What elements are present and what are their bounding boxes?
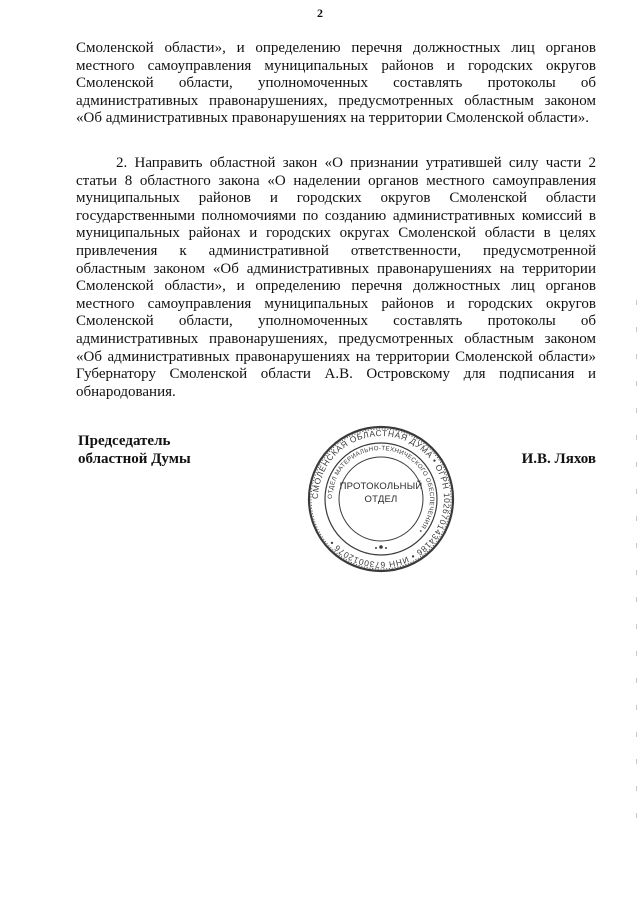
signatory-name: И.В. Ляхов xyxy=(521,451,596,467)
paragraph-item-2: 2. Направить областной закон «О признании утратившей силу части 2 статьи 8 областного закона «О наделении органов местного самоуправления муниципальных районов и городских округов Смоленской области государственными полномочиями по созданию административных комиссий в муниципальных районах и городских округах Смоленской области в целях привлечения к административной ответственности, предусмотренной областным законом «Об административных правонарушениях на территории Смоленской области», и определению перечня должностных лиц органов местного самоуправления муниципальных районов и городских округов Смоленской области, уполномоченных составлять протоколы об административных правонарушениях, предусмотренных областным законом «Об административных правонарушениях на территории Смоленской области» Губернатору Смоленской области А.В. Островскому для подписания и обнародования. xyxy=(76,155,596,400)
stamp-outer-text: СМОЛЕНСКАЯ ОБЛАСТНАЯ ДУМА • ОГРН 1026701434186 • ИНН 6730012076 • xyxy=(309,427,453,571)
page-number: 2 xyxy=(317,6,323,20)
stamp-center-text xyxy=(339,480,423,506)
stamp-center-line-2: ОТДЕЛ xyxy=(364,494,398,505)
scan-margin-marks xyxy=(635,300,638,860)
stamp-center-line-1: ПРОТОКОЛЬНЫЙ xyxy=(339,481,423,492)
official-stamp xyxy=(306,424,456,574)
signature-title xyxy=(78,432,191,468)
signature-title-line-2: областной Думы xyxy=(78,451,191,467)
signature-title-line-1: Председатель xyxy=(78,433,171,449)
paragraph-continuation: Смоленской области», и определению перечня должностных лиц органов местного самоуправления муниципальных районов и городских округов Смоленской области, уполномоченных составлять протоколы об административных правонарушениях, предусмотренных областным законом «Об административных правонарушениях на территории Смоленской области». xyxy=(76,40,596,127)
stamp-inner-text: ОТДЕЛ МАТЕРИАЛЬНО-ТЕХНИЧЕСКОГО ОБЕСПЕЧЕНИЯ • xyxy=(326,444,436,534)
